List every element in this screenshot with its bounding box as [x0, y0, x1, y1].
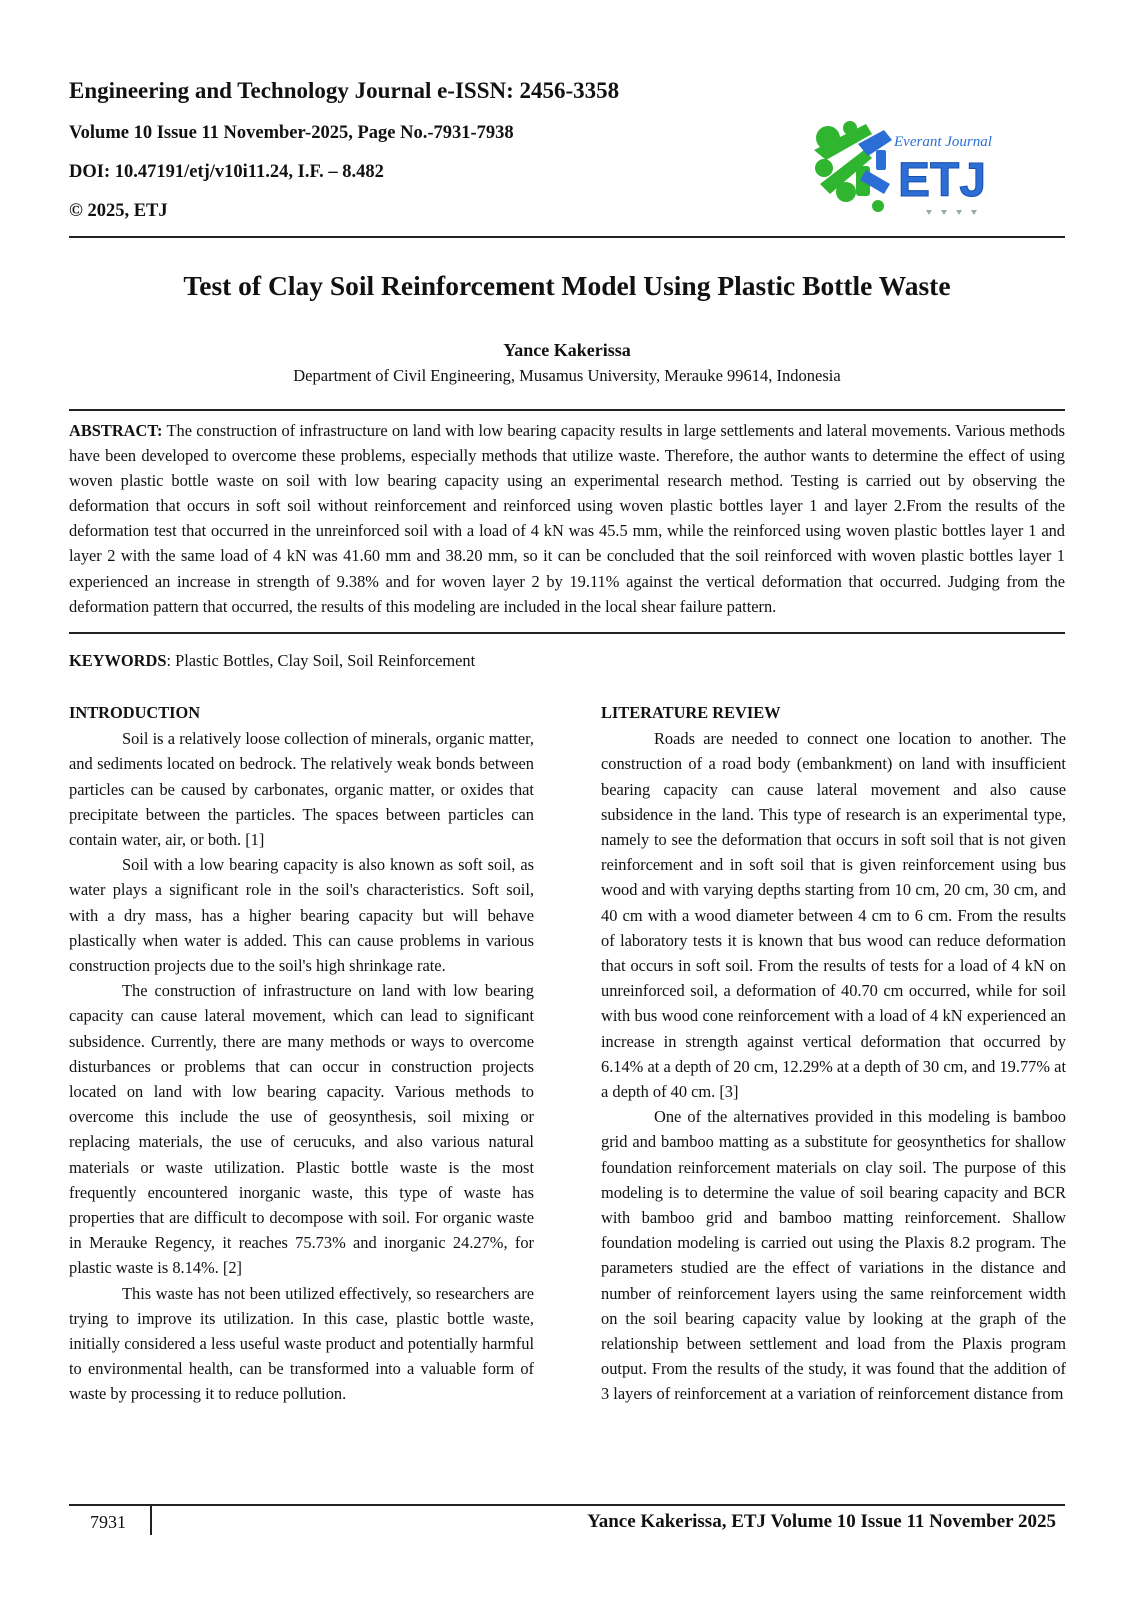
paragraph: Roads are needed to connect one location to another. The construction of a road body (embankment) on land with insufficient bearing capacity can cause lateral movement and also cause subsidence in the land. This type of research is an experimental type, namely to see the deformation that occurs in soft soil that is not given reinforcement and in soft soil that is given reinforcement using bus wood and with varying depths starting from 10 cm, 20 cm, 30 cm, and 40 cm with a wood diameter between 4 cm to 6 cm. From the results of laboratory tests it is known that bus wood can reduce deformation that occurs in soft soil. From the results of tests for a load of 4 kN on unreinforced soil, a deformation of 40.70 cm occurred, while for soil with bus wood cone reinforcement with a load of 4 kN experienced an increase in strength against vertical deformation that occurred by 6.14% at a depth of 20 cm, 12.29% at a depth of 30 cm, and 19.77% at a depth of 40 cm. [3]	[601, 729, 1066, 1102]
footer-rule	[69, 1504, 1065, 1506]
page-number: 7931	[90, 1512, 126, 1532]
abstract	[69, 418, 1065, 619]
paragraph: This waste has not been utilized effectively, so researchers are trying to improve its utilization. In this case, plastic bottle waste, initially considered a less useful waste product and potentially harmful to environmental health, can be transformed into a valuable form of waste by processing it to reduce pollution.	[69, 1283, 534, 1404]
keywords-text: : Plastic Bottles, Clay Soil, Soil Reinforcement	[166, 651, 476, 670]
literature-review-section	[601, 700, 1066, 1407]
paragraph: Soil is a relatively loose collection of minerals, organic matter, and sediments located on bedrock. The relatively weak bonds between particles can be caused by carbonates, organic matter, or oxides that precipitate between the particles. The spaces between particles can contain water, air, or both. [1]	[69, 729, 534, 850]
paragraph: One of the alternatives provided in this modeling is bamboo grid and bamboo matting as a substitute for geosynthetics for shallow foundation reinforcement materials on clay soil. The purpose of this modeling is to determine the value of soil bearing capacity and BCR with bamboo grid and bamboo matting reinforcement. Shallow foundation modeling is carried out using the Plaxis 8.2 program. The parameters studied are the effect of variations in the distance and number of reinforcement layers using the same reinforcement width on the soil bearing capacity value by looking at the graph of the relationship between settlement and load from the Plaxis program output. From the results of the study, it was found that the addition of 3 layers of reinforcement at a variation of reinforcement distance from	[601, 1107, 1066, 1404]
author-name: Yance Kakerissa	[503, 340, 631, 360]
introduction-heading: INTRODUCTION	[69, 703, 201, 722]
svg-text:ETJ: ETJ	[898, 154, 987, 207]
abstract-label: ABSTRACT:	[69, 421, 163, 440]
abstract-bottom-rule	[69, 632, 1065, 634]
paragraph: The construction of infrastructure on land with low bearing capacity can cause lateral movement, which can lead to significant subsidence. Currently, there are many methods or ways to overcome disturbances or problems that can occur in construction projects located on land with low bearing capacity. Various methods to overcome this include the use of geosynthesis, soil mixing or replacing materials, the use of cerucuks, and also various natural materials or waste utilization. Plastic bottle waste is the most frequently encountered inorganic waste, this type of waste has properties that are difficult to decompose with soil. For organic waste in Merauke Regency, it reaches 75.73% and inorganic 24.27%, for plastic waste is 8.14%. [2]	[69, 981, 534, 1278]
introduction-section	[69, 700, 534, 1407]
footer-reference: Yance Kakerissa, ETJ Volume 10 Issue 11 November 2025	[587, 1511, 1056, 1532]
abstract-text: The construction of infrastructure on land with low bearing capacity results in large settlements and lateral movements. Various methods have been developed to overcome these problems, especially methods that utilize waste. Therefore, the author wants to determine the effect of using woven plastic bottle waste on soil with low bearing capacity using an experimental research method. Testing is carried out by observing the deformation that occurs in soft soil without reinforcement and reinforced using woven plastic bottles layer 1 and layer 2.From the results of the deformation test that occurred in the unreinforced soil with a load of 4 kN was 45.5 mm, while the reinforced using woven plastic bottles layer 1 and layer 2 with the same load of 4 kN was 41.60 mm and 38.20 mm, so it can be concluded that the soil reinforced with woven plastic bottles layer 1 experienced an increase in strength of 9.38% and for woven layer 2 by 19.11% against the vertical deformation that occurred. Judging from the deformation pattern that occurred, the results of this modeling are included in the local shear failure pattern.	[69, 421, 1065, 616]
journal-name: Engineering and Technology Journal e-ISSN: 2456-3358	[69, 78, 620, 103]
paragraph: Soil with a low bearing capacity is also known as soft soil, as water plays a significant role in the soil's characteristics. Soft soil, with a dry mass, has a higher bearing capacity but will behave plastically when water is added. This can cause problems in various construction projects due to the soil's high shrinkage rate.	[69, 855, 534, 976]
svg-text:Everant Journal: Everant Journal	[894, 134, 992, 150]
paper-title: Test of Clay Soil Reinforcement Model Using Plastic Bottle Waste	[183, 270, 951, 301]
author-affiliation: Department of Civil Engineering, Musamus University, Merauke 99614, Indonesia	[293, 366, 841, 385]
keywords	[69, 651, 1065, 671]
abstract-top-rule	[69, 409, 1065, 411]
keywords-label: KEYWORDS	[69, 651, 167, 670]
doi: DOI: 10.47191/etj/v10i11.24, I.F. – 8.482	[69, 162, 384, 182]
footer-divider	[150, 1505, 152, 1535]
etj-logo	[806, 110, 1026, 220]
header-rule	[69, 236, 1065, 238]
volume-info: Volume 10 Issue 11 November-2025, Page No.-7931-7938	[69, 123, 514, 143]
copyright: © 2025, ETJ	[69, 201, 168, 221]
literature-heading: LITERATURE REVIEW	[601, 703, 781, 722]
